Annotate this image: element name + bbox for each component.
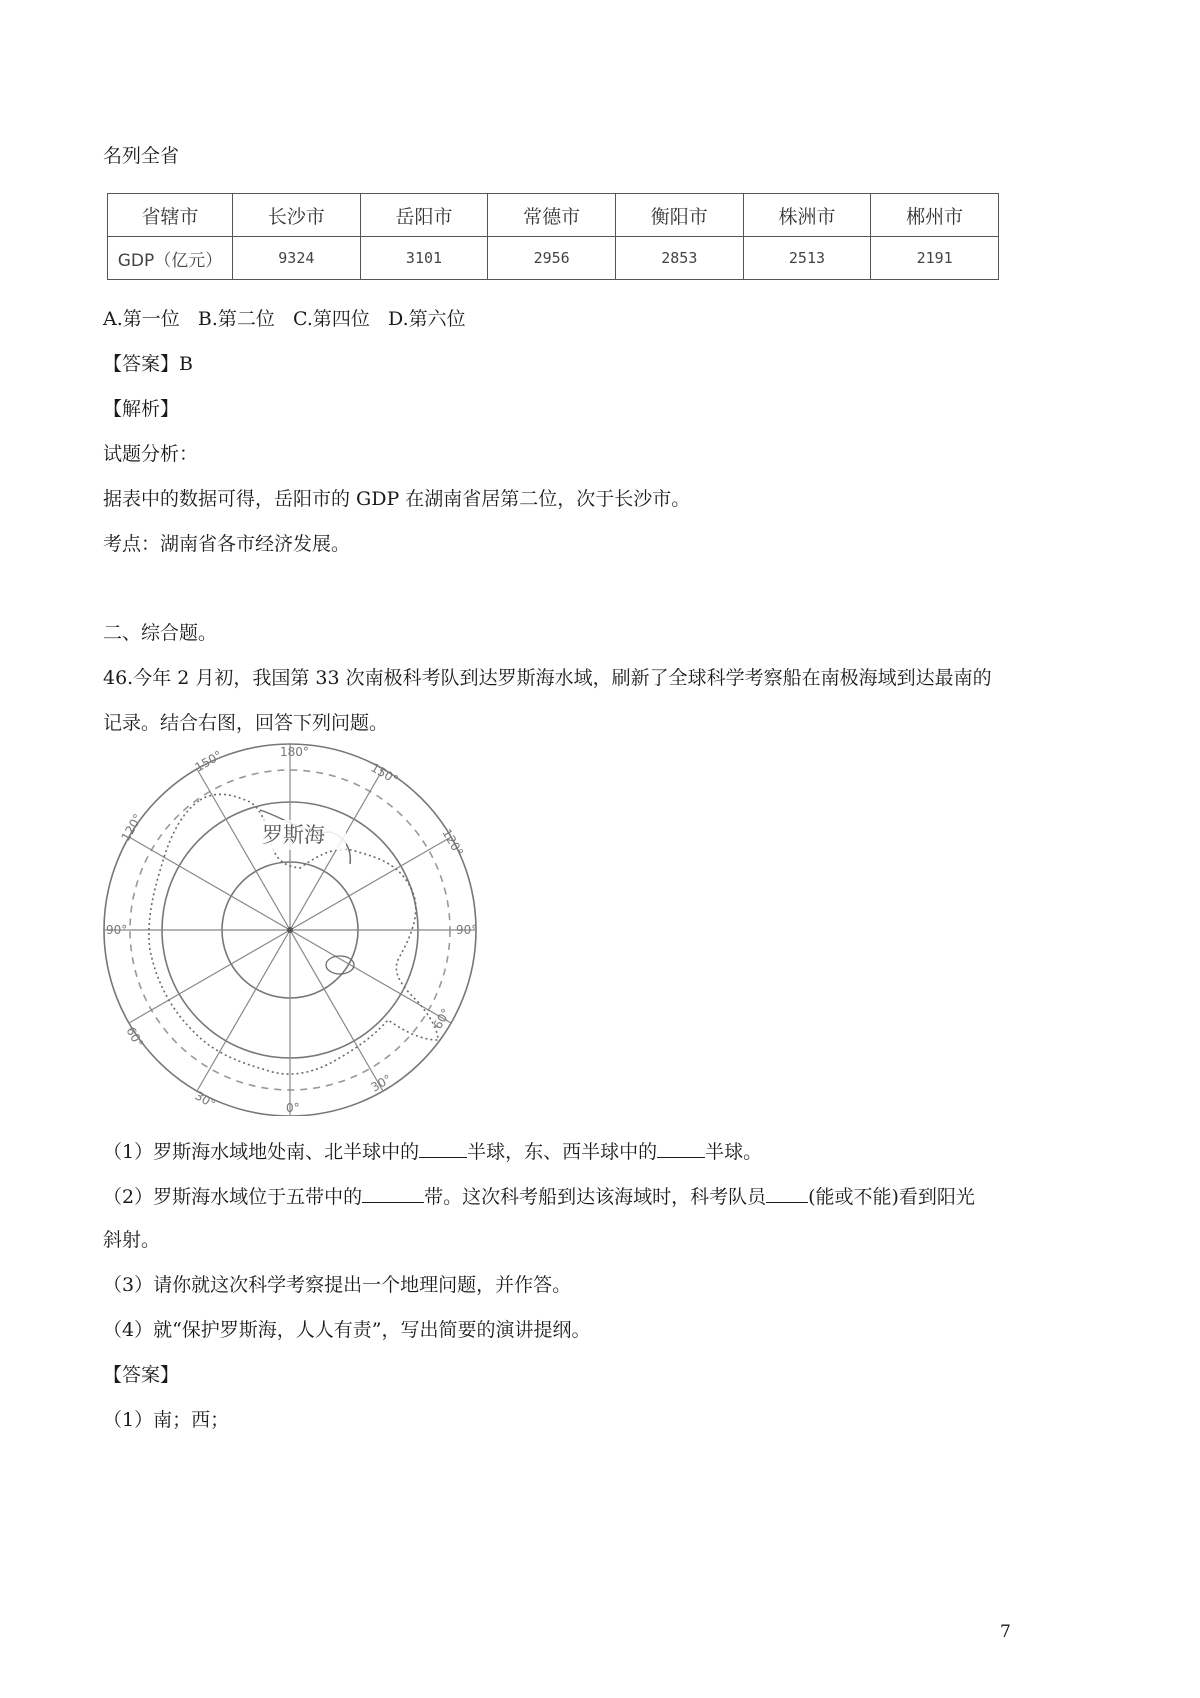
table-cell: 2513 [743,237,871,280]
answer-blank[interactable] [362,1184,424,1203]
q45-kaodian: 考点：湖南省各市经济发展。 [103,533,351,555]
table-header-cell: 株洲市 [743,194,871,237]
answer-blank[interactable] [766,1184,808,1203]
longitude-label: 150° [192,748,225,775]
answer-blank[interactable] [657,1139,705,1158]
table-cell: 2956 [488,237,616,280]
longitude-label: 180° [280,745,309,759]
q45-options: A.第一位 B.第二位 C.第四位 D.第六位 [103,308,466,330]
q45-answer: 【答案】B [103,353,193,375]
section-title: 二、综合题。 [103,622,218,644]
longitude-label: 30° [192,1088,218,1112]
table-header-cell: 岳阳市 [360,194,488,237]
q46-sub2 [103,1184,975,1209]
q45-analysis-text: 据表中的数据可得，岳阳市的 GDP 在湖南省居第二位，次于长沙市。 [103,488,691,510]
table-header-row [108,194,999,237]
q45-analysis-lead: 试题分析： [103,443,199,465]
answer-blank[interactable] [419,1139,467,1158]
table-header-cell: 郴州市 [871,194,999,237]
longitude-label: 60° [430,1006,454,1032]
q46-sub2-cont: 斜射。 [103,1229,161,1251]
q46-sub3: （3）请你就这次科学考察提出一个地理问题，并作答。 [103,1274,572,1296]
ross-sea-label: 罗斯海 [262,823,325,847]
q46-stem-line-1: 46.今年 2 月初，我国第 33 次南极科考队到达罗斯海水域，刷新了全球科学考察船在南极海域到达最南的 [103,667,992,689]
q46-sub1 [103,1139,762,1164]
table-row-label: GDP（亿元） [108,237,233,280]
q46-stem-line-2: 记录。结合右图，回答下列问题。 [103,712,389,734]
table-row [108,237,999,280]
table-cell: 2191 [871,237,999,280]
longitude-label: 0° [286,1101,300,1115]
q46-sub2-part-c: (能或不能)看到阳光 [808,1186,975,1208]
q45-analysis-title: 【解析】 [103,398,180,420]
table-header-cell: 衡阳市 [615,194,743,237]
table-cell: 9324 [233,237,361,280]
table-cell: 2853 [615,237,743,280]
q46-answer-1: （1）南；西； [103,1409,230,1431]
table-header-cell: 长沙市 [233,194,361,237]
longitude-label: 150° [368,760,401,788]
q46-sub2-part-b: 带。这次科考船到达该海域时，科考队员 [424,1186,767,1208]
antarctic-map [100,740,500,1116]
gdp-table [107,193,999,280]
longitude-label: 120° [118,811,146,844]
table-header-cell: 常德市 [488,194,616,237]
longitude-label: 60° [123,1024,147,1050]
longitude-label: 30° [368,1071,394,1095]
longitude-label: 90° [106,923,128,937]
page-number: 7 [1000,1622,1011,1642]
intro-text: 名列全省 [103,145,180,167]
q46-sub4: （4）就“保护罗斯海，人人有责”，写出简要的演讲提纲。 [103,1319,591,1341]
q46-sub1-part-c: 半球。 [705,1141,763,1163]
q46-answer-title: 【答案】 [103,1364,180,1386]
table-header-cell: 省辖市 [108,194,233,237]
south-pole-dot [287,927,293,933]
q46-sub2-part-a: （2）罗斯海水域位于五带中的 [103,1186,363,1208]
table-cell: 3101 [360,237,488,280]
q46-sub1-part-b: 半球，东、西半球中的 [467,1141,658,1163]
longitude-label: 90° [456,923,478,937]
q46-sub1-part-a: （1）罗斯海水域地处南、北半球中的 [103,1141,420,1163]
longitude-label: 120° [439,826,466,859]
